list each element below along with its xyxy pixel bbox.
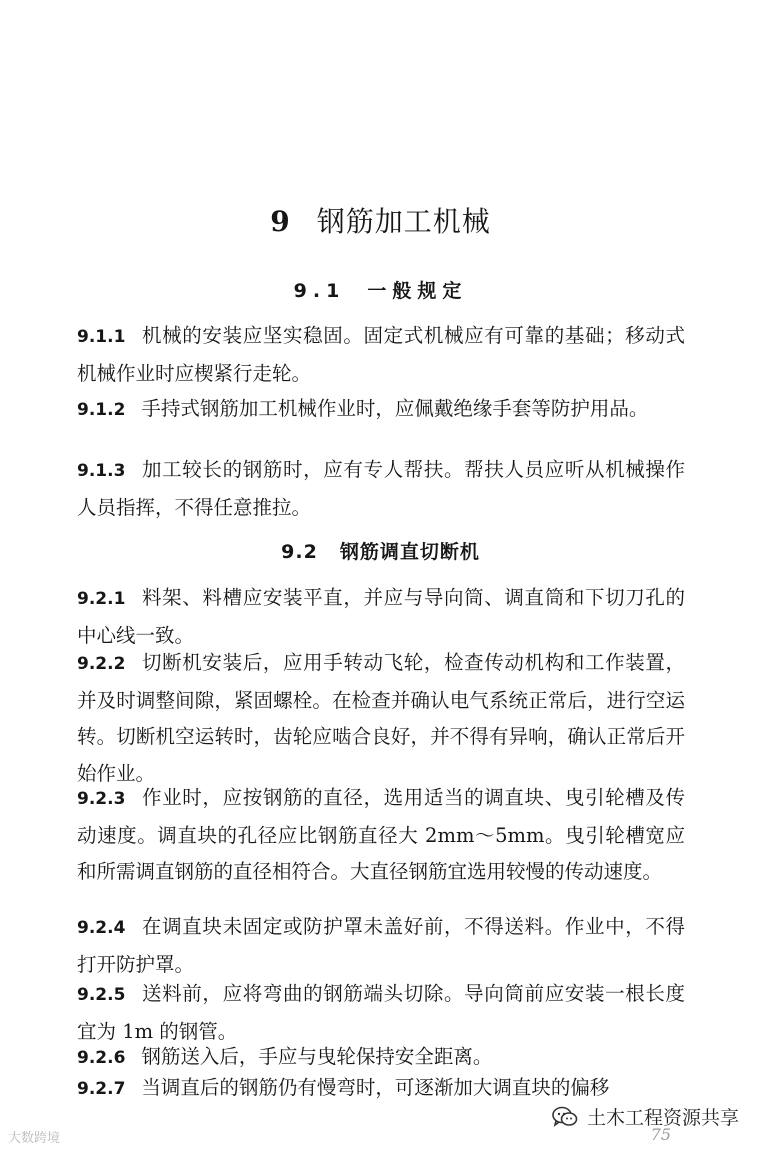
clause-number: 9.2.3 xyxy=(77,789,126,809)
clause-number: 9.2.7 xyxy=(77,1079,126,1099)
clause-text: 当调直后的钢筋仍有慢弯时，可逐渐加大调直块的偏移 xyxy=(141,1076,610,1099)
clause-9-1-1 xyxy=(77,318,685,392)
clause-number: 9.2.4 xyxy=(77,918,126,938)
clause-9-2-1 xyxy=(77,580,685,654)
section-title-text: 钢筋调直切断机 xyxy=(339,541,480,563)
clause-number: 9.2.5 xyxy=(77,985,126,1005)
wechat-icon xyxy=(551,1105,579,1129)
clause-9-2-4 xyxy=(77,909,685,983)
clause-number: 9.1.1 xyxy=(77,327,126,347)
watermark-left: 大数跨境 xyxy=(8,1131,61,1146)
watermark-right-text: 土木工程资源共享 xyxy=(586,1107,739,1129)
clause-text: 作业时，应按钢筋的直径，选用适当的调直块、曳引轮槽及传动速度。调直块的孔径应比钢筋直径大 2mm～5mm。曳引轮槽宽应和所需调直钢筋的直径相符合。大直径钢筋宜选用较慢的传动速度。 xyxy=(77,786,685,883)
section-title-text: 一般规定 xyxy=(367,280,468,302)
clause-9-1-2 xyxy=(77,391,685,429)
clause-text: 钢筋送入后，手应与曳轮保持安全距离。 xyxy=(141,1045,493,1068)
clause-number: 9.1.2 xyxy=(77,400,126,420)
chapter-title xyxy=(0,200,761,240)
clause-text: 加工较长的钢筋时，应有专人帮扶。帮扶人员应听从机械操作人员指挥，不得任意推拉。 xyxy=(77,458,685,519)
page-number: 75 xyxy=(650,1125,671,1144)
clause-9-2-3 xyxy=(77,780,685,891)
clause-text: 在调直块未固定或防护罩未盖好前，不得送料。作业中，不得打开防护罩。 xyxy=(77,915,685,976)
clause-text: 送料前，应将弯曲的钢筋端头切除。导向筒前应安装一根长度宜为 1m 的钢管。 xyxy=(77,982,685,1043)
chapter-number: 9 xyxy=(270,205,291,238)
clause-9-2-2 xyxy=(77,645,685,792)
section-number: 9.2 xyxy=(281,541,318,563)
clause-number: 9.2.2 xyxy=(77,654,126,674)
clause-number: 9.2.6 xyxy=(77,1048,126,1068)
clause-text: 切断机安装后，应用手转动飞轮，检查传动机构和工作装置，并及时调整间隙，紧固螺栓。在检查并确认电气系统正常后，进行空运转。切断机空运转时，齿轮应啮合良好，并不得有异响，确认正常后开始作业。 xyxy=(77,651,685,785)
section-number: 9.1 xyxy=(293,280,346,302)
clause-number: 9.1.3 xyxy=(77,461,126,481)
section-title-9-1 xyxy=(0,276,761,303)
clause-text: 料架、料槽应安装平直，并应与导向筒、调直筒和下切刀孔的中心线一致。 xyxy=(77,586,685,647)
section-title-9-2 xyxy=(0,537,761,564)
clause-text: 机械的安装应坚实稳固。固定式机械应有可靠的基础；移动式机械作业时应楔紧行走轮。 xyxy=(77,324,685,385)
clause-9-2-7 xyxy=(77,1070,685,1108)
clause-9-1-3 xyxy=(77,452,685,526)
watermark-right xyxy=(551,1103,739,1130)
clause-number: 9.2.1 xyxy=(77,589,126,609)
clause-text: 手持式钢筋加工机械作业时，应佩戴绝缘手套等防护用品。 xyxy=(141,397,649,420)
chapter-title-text: 钢筋加工机械 xyxy=(316,205,491,238)
